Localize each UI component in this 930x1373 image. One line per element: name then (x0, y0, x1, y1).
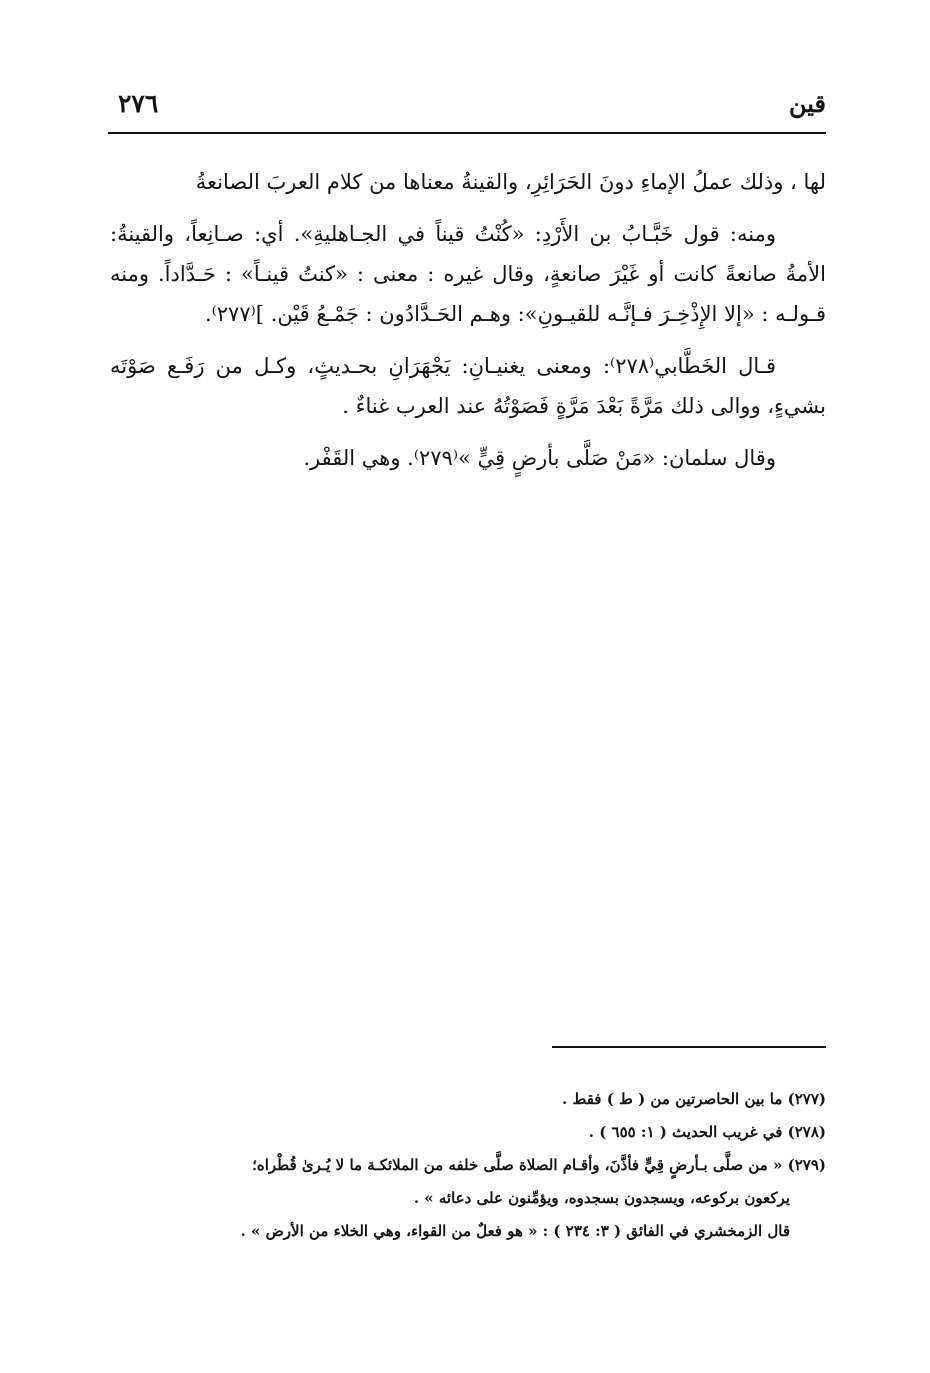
page-number: ٢٧٦ (118, 88, 159, 118)
head-word: قين (789, 88, 826, 118)
footnotes (110, 1083, 826, 1248)
paragraph-1: لها ، وذلك عملُ الإماءِ دونَ الحَرَائِرِ، والقينةُ معناها من كلام العربَ الصانعةُ (195, 170, 826, 194)
footnote-279-commentary: قال الزمخشري في الفائق ( ٣: ٢٣٤ ) : « هو فعلٌ من القواء، وهي الخلاء من الأرض » . (240, 1222, 790, 1240)
footnote-279-continuation: يركعون بركوعه، ويسجدون بسجدوه، ويؤمِّنون على دعائه » . (413, 1189, 790, 1207)
paragraph-3: قـال الخَطَّابي⁽٢٧٨⁾: ومعنى يغنيـانِ: يَجْهَرَانِ بحـديثٍ، وكـل من رَفَـع صَوْتَه بشيءٍ، ووالى ذلك مَرَّةً بَعْدَ مَرَّةٍ فَصَوْتُهُ عند العرب غناءٌ . (110, 354, 826, 418)
paragraph-2: ومنه: قول خَبَّـابُ بن الأَرْدِ: «كُنْتُ قيناً في الجـاهليةِ». أي: صـانِعاً، والقينةُ: الأمةُ صانعةً كانت أو غَيْرَ صانعةٍ، وقال غيره : معنى : «كنتُ قينـاً» : حَـدَّاداً. ومنه قـولـه : «إلا الإِذْخِـرَ فـإنَّـه للقيـونِ»: وهـم الحَـدَّادُون : جَمْـعُ قَيْن. ]⁽٢٧٧⁾. (110, 222, 826, 326)
header-divider (108, 132, 826, 134)
footnote-277: (٢٧٧) ما بين الحاصرتين من ( ط ) فقط . (562, 1090, 826, 1108)
paragraph-4: وقال سلمان: «مَنْ صَلَّى بأرضٍ قِيٍّ »⁽٢٧٩⁾. وهي القَفْر. (303, 446, 776, 470)
main-text (110, 162, 826, 478)
running-head (118, 86, 826, 120)
footnote-278: (٢٧٨) في غريب الحديث ( ١: ٦٥٥ ) . (588, 1123, 826, 1141)
footnote-279: (٢٧٩) « من صلَّى بـأرضٍ قِيٍّ فأذَّنَ، وأقـام الصلاة صلَّى خلفه من الملائكـة ما لا يُـرىٰ قُطْراه؛ (252, 1156, 826, 1174)
footnote-divider (552, 1046, 826, 1048)
